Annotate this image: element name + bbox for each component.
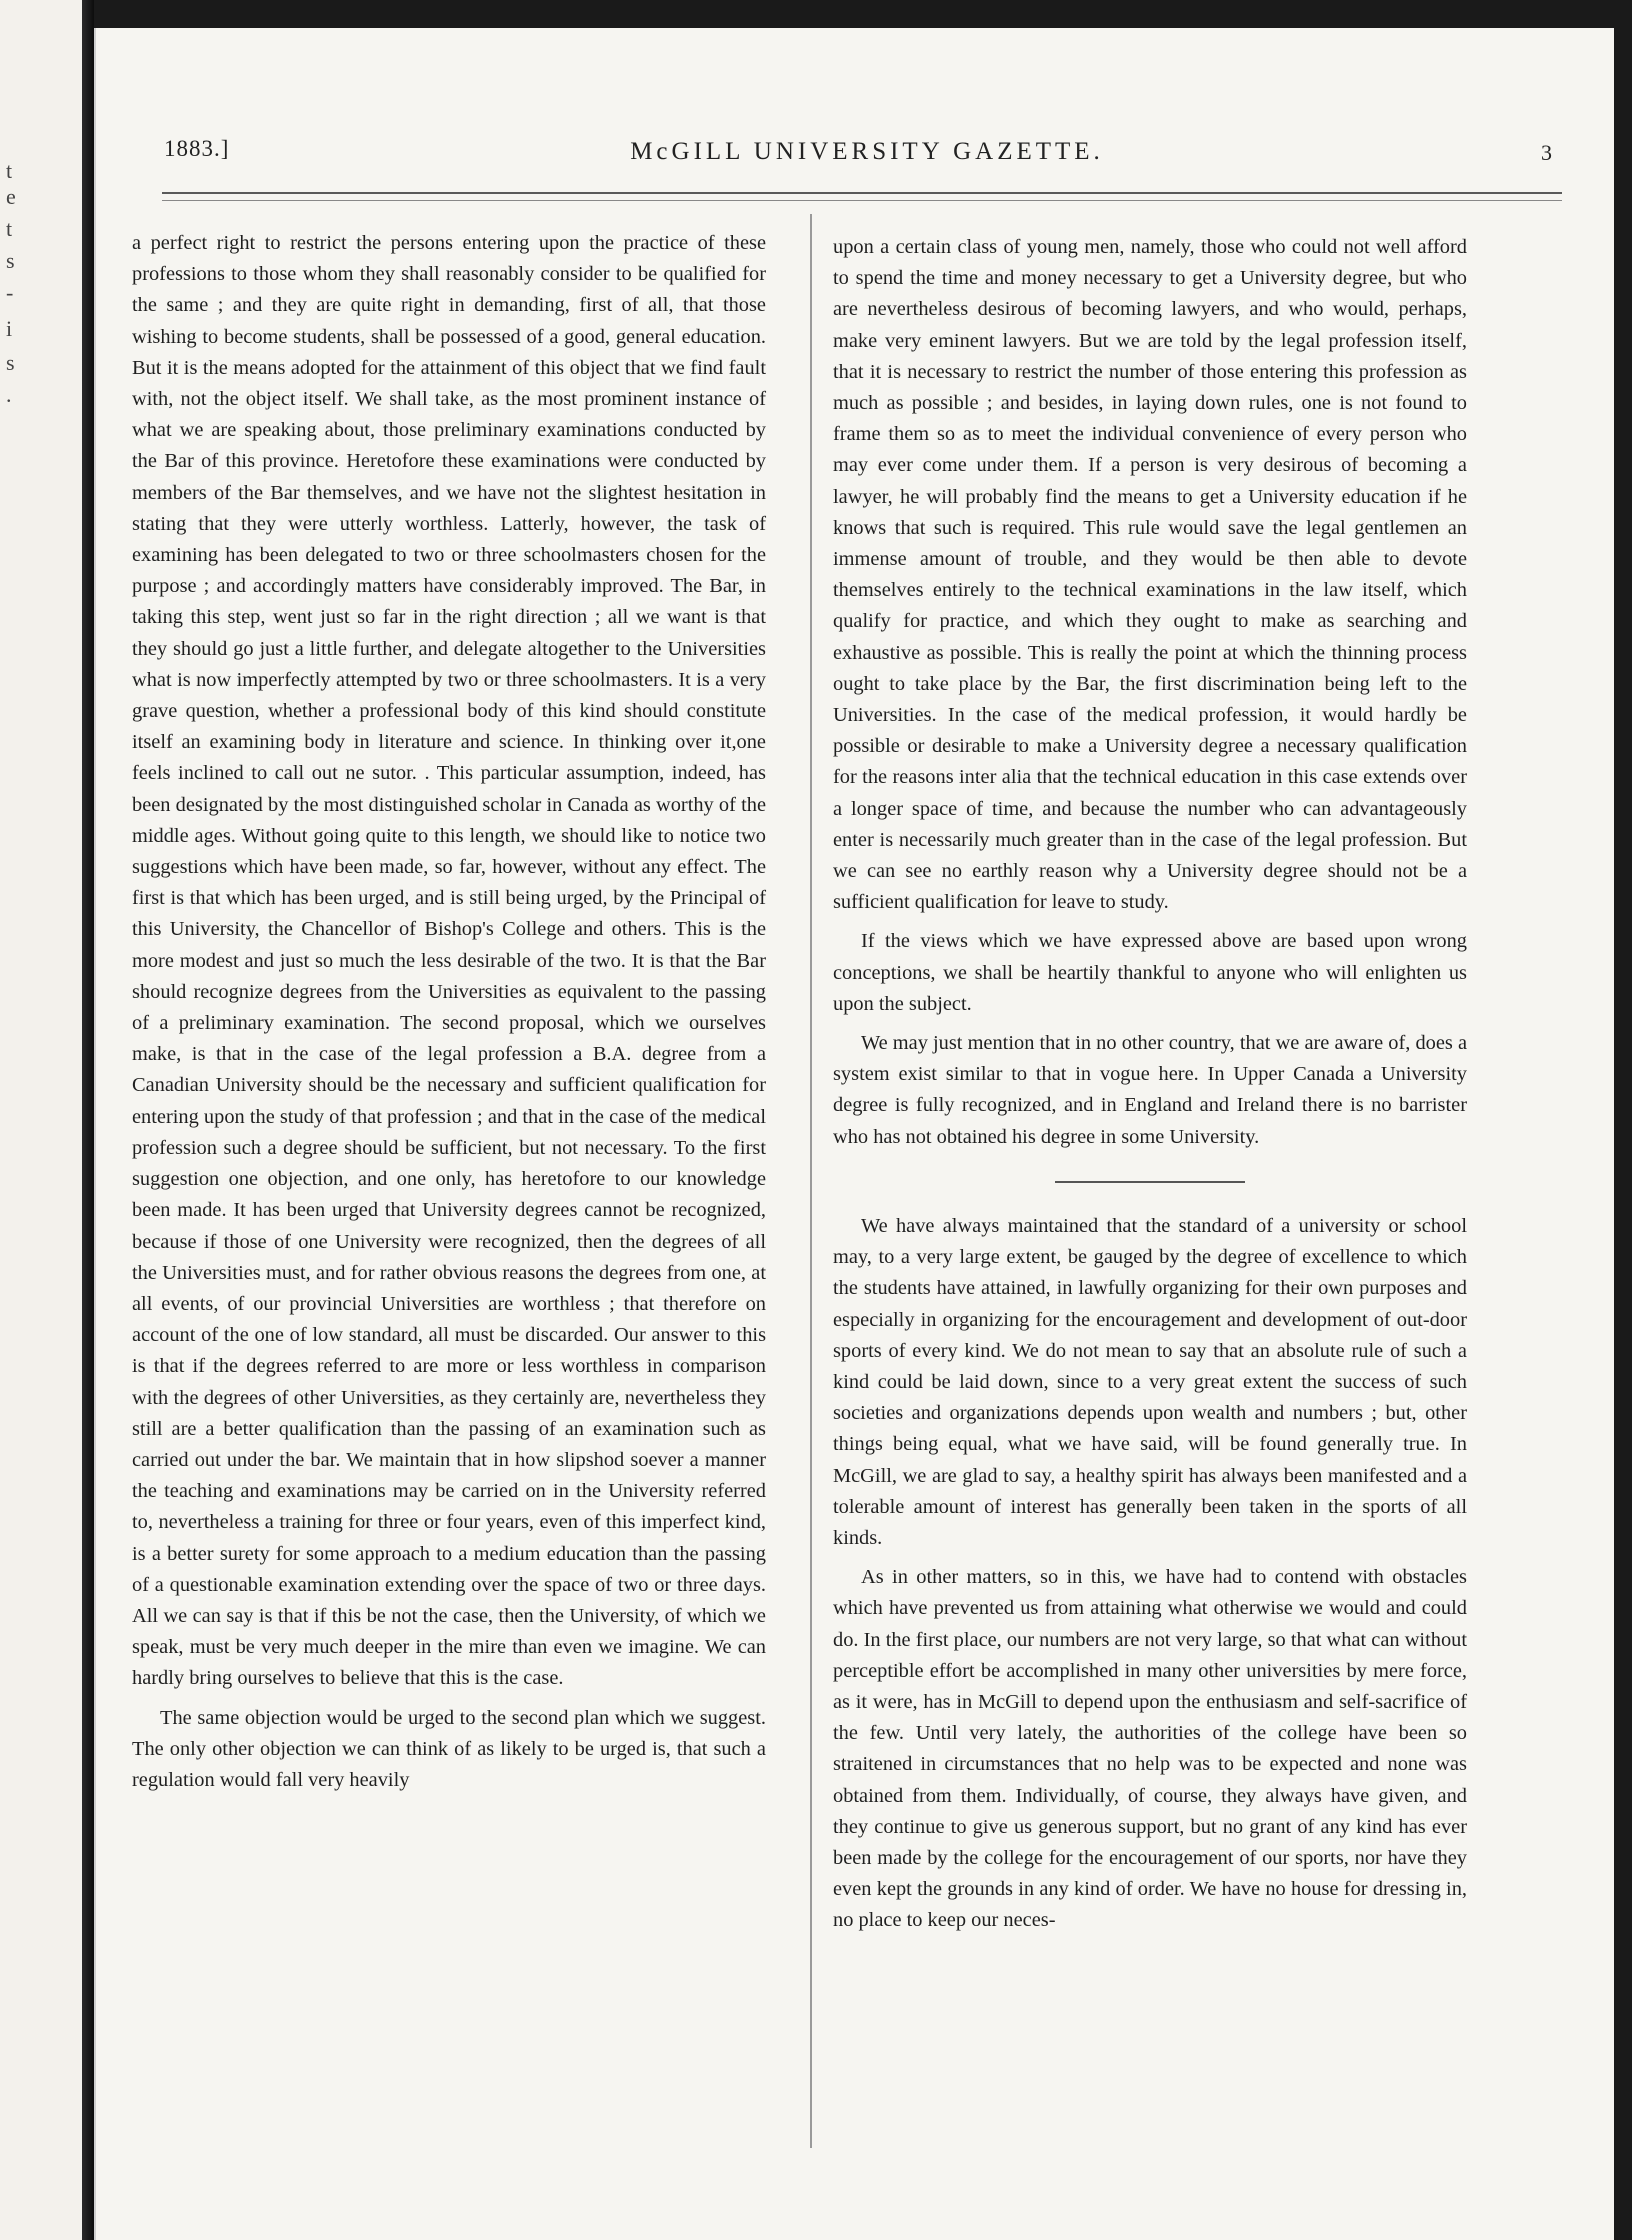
margin-fragment: t bbox=[6, 216, 13, 241]
page-header bbox=[164, 136, 1570, 186]
article-paragraph: The same objection would be urged to the second plan which we suggest. The only other objection we can think of as likely to be urged is, that such a regulation would fall very heavily bbox=[132, 1706, 766, 1791]
article-paragraph: We may just mention that in no other country, that we are aware of, does a system exist similar to that in vogue here. In Upper Canada a University degree is fully recognized, and in England and Ireland there is no barrister who has not obtained his degree in some University. bbox=[833, 1032, 1467, 1148]
previous-page-edge bbox=[0, 0, 82, 2240]
margin-fragment: t bbox=[6, 158, 13, 183]
margin-fragment: . bbox=[6, 382, 12, 407]
publication-title: McGILL UNIVERSITY GAZETTE. bbox=[630, 138, 1104, 165]
article-paragraph: As in other matters, so in this, we have had to contend with obstacles which have prevented us from attaining what otherwise we would and could do. In the first place, our numbers are not very large, so that what can without perceptible effort be accomplished in many other universities by mere force, as it were, has in McGill to depend upon the enthusiasm and self-sacrifice of the few. Until very lately, the authorities of the college have been so straitened in circumstances that no help was to be expected and none was obtained from them. Individually, of course, they always have given, and they continue to give us generous support, but no grant of any kind has ever been made by the college for the encouragement of our sports, nor have they even kept the grounds in any kind of order. We have no house for dressing in, no place to keep our neces- bbox=[833, 1566, 1467, 1932]
header-rule-thin bbox=[162, 200, 1562, 201]
column-divider bbox=[810, 214, 812, 2148]
article-paragraph: a perfect right to restrict the persons entering upon the practice of these professions to those whom they shall reasonably consider to be qualified for the same ; and they are quite right in demanding, first of all, that those wishing to become students, shall be possessed of a good, general education. But it is the means adopted for the attainment of this object that we find fault with, not the object itself. We shall take, as the most prominent instance of what we are speaking about, those preliminary examinations conducted by the Bar of this province. Heretofore these examinations were conducted by members of the Bar themselves, and we have not the slightest hesitation in stating that they were utterly worthless. Latterly, however, the task of examining has been delegated to two or three schoolmasters chosen for the purpose ; and accordingly matters have considerably improved. The Bar, in taking this step, went just so far in the right direction ; all we want is that they should go just a little further, and delegate altogether to the Universities what is now imperfectly attempted by two or three schoolmasters. It is a very grave question, whether a professional body of this kind should constitute itself an examining body in literature and science. In thinking over it,one feels inclined to call out ne sutor. . This particular assumption, indeed, has been designated by the most distinguished scholar in Canada as worthy of the middle ages. Without going quite to this length, we should like to notice two suggestions which have been made, so far, however, without any effect. The first is that which has been urged, and is still being urged, by the Principal of this University, the Chancellor of Bishop's College and others. This is the more modest and just so much the less desirable of the two. It is that the Bar should recognize degrees from the Universities as equivalent to the passing of a preliminary examination. The second proposal, which we ourselves make, is that in the case of the legal profession a B.A. degree from a Canadian University should be the necessary and sufficient qualification for entering upon the study of that profession ; and that in the case of the medical profession such a degree should be sufficient, but not necessary. To the first suggestion one objection, and one only, has heretofore to our knowledge been made. It has been urged that University degrees cannot be recognized, because if those of one University were recognized, then the degrees of all the Universities must, and for rather obvious reasons the degrees from one, at all events, of our provincial Universities are worthless ; that therefore on account of the one of low standard, all must be discarded. Our answer to this is that if the degrees referred to are more or less worthless in comparison with the degrees of other Universities, as they certainly are, nevertheless they still are a better qualification than the passing of an examination such as carried out under the bar. We maintain that in how slipshod soever a manner the teaching and examinations may be carried on in the University referred to, nevertheless a training for three or four years, even of this imperfect kind, is a better surety for some approach to a medium education than the passing of a questionable examination extending over the space of two or three days. All we can say is that if this be not the case, then the University, of which we speak, must be very much deeper in the mire than even we imagine. We can hardly bring ourselves to believe that this is the case. bbox=[132, 232, 766, 1690]
margin-fragment: s bbox=[6, 248, 15, 273]
right-column bbox=[833, 232, 1467, 1937]
page-number: 3 bbox=[1541, 140, 1552, 165]
page-gutter-shadow bbox=[82, 0, 94, 2240]
left-column bbox=[132, 228, 766, 1796]
section-divider bbox=[1055, 1181, 1245, 1183]
article-paragraph: upon a certain class of young men, namely, those who could not well afford to spend the time and money necessary to get a University degree, but who are nevertheless desirous of becoming lawyers, and who would, perhaps, make very eminent lawyers. But we are told by the legal profession itself, that it is necessary to restrict the number of those entering this profession as much as possible ; and besides, in laying down rules, one is not found to frame them so as to meet the individual convenience of every person who may ever come under them. If a person is very desirous of becoming a lawyer, he will probably find the means to get a University education if he knows that such is required. This rule would save the legal gentlemen an immense amount of trouble, and they would be then able to devote themselves entirely to the technical examinations in the law itself, which qualify for practice, and which they ought to make as searching and exhaustive as possible. This is really the point at which the thinning process ought to take place by the Bar, the first discrimination being left to the Universities. In the case of the medical profession, it would hardly be possible or desirable to make a University degree a necessary qualification for the reasons inter alia that the technical education in this case extends over a longer space of time, and because the number who can advantageously enter is necessarily much greater than in the case of the legal profession. But we can see no earthly reason why a University degree should not be a sufficient qualification for leave to study. bbox=[833, 236, 1467, 914]
margin-fragment: e bbox=[6, 184, 16, 209]
margin-fragment: - bbox=[6, 280, 14, 305]
newspaper-page bbox=[94, 28, 1614, 2240]
margin-fragment: i bbox=[6, 316, 13, 341]
margin-fragment: s bbox=[6, 350, 15, 375]
article-paragraph: We have always maintained that the standard of a university or school may, to a very large extent, be gauged by the degree of excellence to which the students have attained, in lawfully organizing for their own purposes and especially in organizing for the encouragement and development of out-door sports of every kind. We do not mean to say that an absolute rule of such a kind could be laid down, since to a very great extent the success of such societies and organizations depends upon wealth and numbers ; but, other things being equal, what we have said, will be found generally true. In McGill, we are glad to say, a healthy spirit has always been manifested and a tolerable amount of interest has generally been taken in the sports of all kinds. bbox=[833, 1214, 1467, 1549]
header-rule bbox=[162, 192, 1562, 194]
article-paragraph: If the views which we have expressed above are based upon wrong conceptions, we shall be heartily thankful to anyone who will enlighten us upon the subject. bbox=[833, 930, 1467, 1015]
header-year: 1883.] bbox=[164, 136, 230, 161]
